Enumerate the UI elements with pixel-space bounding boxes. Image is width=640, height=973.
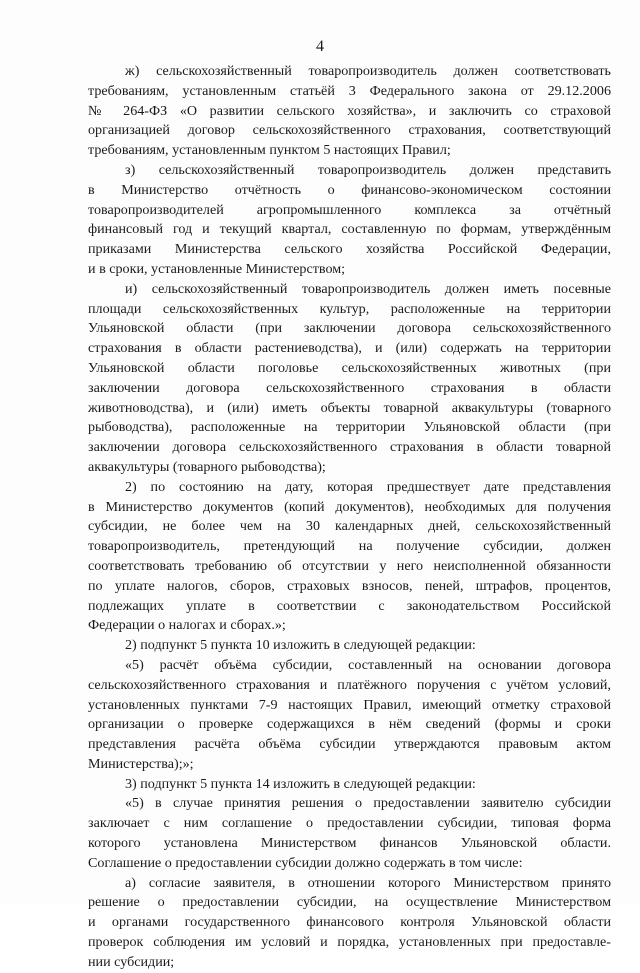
text-line: в Министерство отчётность о финансово-экономическом состоянии — [88, 181, 611, 198]
text-line: проверок соблюдения им условий и порядка, установленных при предоставле- — [88, 934, 611, 951]
text-line: животноводства), и (или) иметь объекты товарной аквакультуры (товарного — [88, 399, 611, 416]
text-line: 2) по состоянию на дату, которая предшествует дате представления — [125, 478, 611, 495]
text-line: Соглашение о предоставлении субсидии должно содержать в том числе: — [88, 854, 523, 871]
text-line: аквакультуры (товарного рыбоводства); — [88, 458, 326, 475]
text-line: финансовый год и текущий квартал, составленную по формам, утверждённым — [88, 221, 611, 238]
text-line: товаропроизводитель, претендующий на получение субсидии, должен — [88, 538, 611, 555]
text-line: товаропроизводителей агропромышленного комплекса за отчётный — [88, 201, 611, 218]
text-line: сельскохозяйственного страхования и платёжного поручения с учётом условий, — [88, 676, 611, 693]
text-line: в Министерство документов (копий документов), необходимых для получения — [88, 498, 611, 515]
text-line: заключает с ним соглашение о предоставлении субсидии, типовая форма — [88, 815, 611, 832]
text-line: страхования в области растениеводства), и (или) содержать на территории — [88, 340, 611, 357]
text-line: организации о проверке содержащихся в нём сведений (формы и сроки — [88, 716, 611, 733]
text-line: представления расчёта объёма субсидии утверждаются правовым актом — [88, 736, 611, 753]
document-body — [88, 62, 611, 973]
text-line: з) сельскохозяйственный товаропроизводитель должен представить — [125, 161, 611, 178]
text-line: нии субсидии; — [88, 953, 175, 970]
text-line: Ульяновской области (при заключении договора сельскохозяйственного — [88, 320, 611, 337]
text-line: «5) в случае принятия решения о предоставлении заявителю субсидии — [125, 795, 611, 812]
text-line: а) согласие заявителя, в отношении которого Министерством принято — [125, 874, 611, 891]
text-line: Министерства);»; — [88, 755, 194, 772]
text-line: Федерации о налогах и сборах.»; — [88, 617, 286, 634]
text-line: Ульяновской области поголовье сельскохозяйственных животных (при — [88, 359, 611, 376]
text-line: заключении договора сельскохозяйственного страхования в области товарной — [88, 439, 611, 456]
text-line: № 264-ФЗ «О развитии сельского хозяйства», и заключить со страховой — [88, 102, 611, 119]
text-line: 2) подпункт 5 пункта 10 изложить в следующей редакции: — [125, 637, 476, 654]
text-line: приказами Министерства сельского хозяйства Российской Федерации, — [88, 241, 611, 258]
text-line: организацией договор сельскохозяйственного страхования, соответствующий — [88, 122, 611, 139]
text-line: подлежащих уплате в соответствии с законодательством Российской — [88, 597, 611, 614]
text-line: решение о предоставлении субсидии, на осуществление Министерством — [88, 894, 611, 911]
text-line: и в сроки, установленные Министерством; — [88, 260, 346, 277]
page-number: 4 — [316, 38, 324, 55]
text-line: 3) подпункт 5 пункта 14 изложить в следующей редакции: — [125, 775, 476, 792]
text-line: ж) сельскохозяйственный товаропроизводитель должен соответствовать — [125, 63, 611, 79]
text-line: требованиям, установленным пунктом 5 настоящих Правил; — [88, 142, 451, 159]
text-line: «5) расчёт объёма субсидии, составленный на основании договора — [125, 656, 611, 673]
text-line: рыбоводства), расположенные на территории Ульяновской области (при — [88, 419, 611, 436]
text-line: которого установлена Министерством финансов Ульяновской области. — [88, 835, 611, 852]
text-line: установленных пунктами 7-9 настоящих Правил, имеющий отметку страховой — [88, 696, 611, 713]
text-line: субсидии, не более чем на 30 календарных дней, сельскохозяйственный — [88, 518, 611, 535]
text-line: требованиям, установленным статьёй 3 Федерального закона от 29.12.2006 — [88, 82, 611, 99]
text-line: по уплате налогов, сборов, страховых взносов, пеней, штрафов, процентов, — [88, 577, 611, 594]
text-line: площади сельскохозяйственных культур, расположенные на территории — [88, 300, 611, 317]
text-line: и) сельскохозяйственный товаропроизводитель должен иметь посевные — [125, 280, 611, 297]
text-line: соответствовать требованию об отсутствии у него неисполненной обязанности — [88, 557, 611, 574]
text-line: заключении договора сельскохозяйственного страхования в области — [88, 379, 611, 396]
text-line: и органами государственного финансового контроля Ульяновской области — [88, 914, 611, 931]
